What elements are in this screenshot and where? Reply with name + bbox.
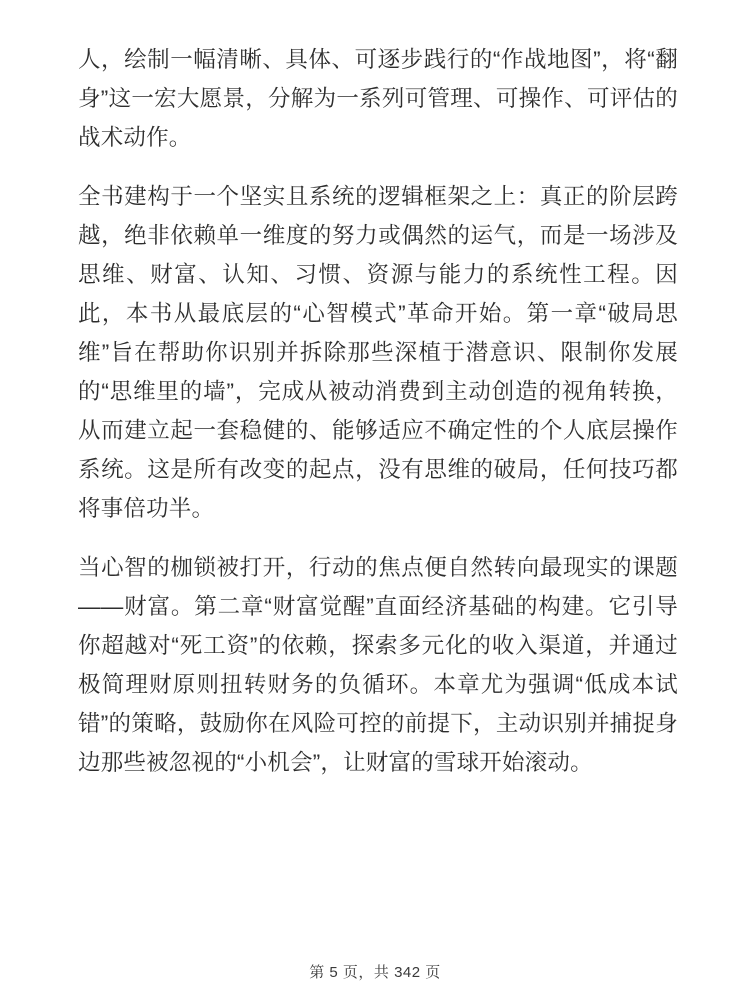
paragraph: 当心智的枷锁被打开，行动的焦点便自然转向最现实的课题——财富。第二章“财富觉醒”直面经济基础的构建。它引导你超越对“死工资”的依赖，探索多元化的收入渠道，并通过极简理财原则扭转财务的负循环。本章尤为强调“低成本试错”的策略，鼓励你在风险可控的前提下，主动识别并捕捉身边那些被忽视的“小机会”，让财富的雪球开始滚动。 bbox=[78, 555, 678, 775]
page-footer: 第 5 页，共 342 页 bbox=[309, 964, 441, 981]
paragraph: 人，绘制一幅清晰、具体、可逐步践行的“作战地图”，将“翻身”这一宏大愿景，分解为一系列可管理、可操作、可评估的战术动作。 bbox=[78, 47, 678, 150]
paragraph: 全书建构于一个坚实且系统的逻辑框架之上：真正的阶层跨越，绝非依赖单一维度的努力或偶然的运气，而是一场涉及思维、财富、认知、习惯、资源与能力的系统性工程。因此，本书从最底层的“心智模式”革命开始。第一章“破局思维”旨在帮助你识别并拆除那些深植于潜意识、限制你发展的“思维里的墙”，完成从被动消费到主动创造的视角转换，从而建立起一套稳健的、能够适应不确定性的个人底层操作系统。这是所有改变的起点，没有思维的破局，任何技巧都将事倍功半。 bbox=[78, 184, 678, 521]
page-body bbox=[78, 40, 678, 782]
